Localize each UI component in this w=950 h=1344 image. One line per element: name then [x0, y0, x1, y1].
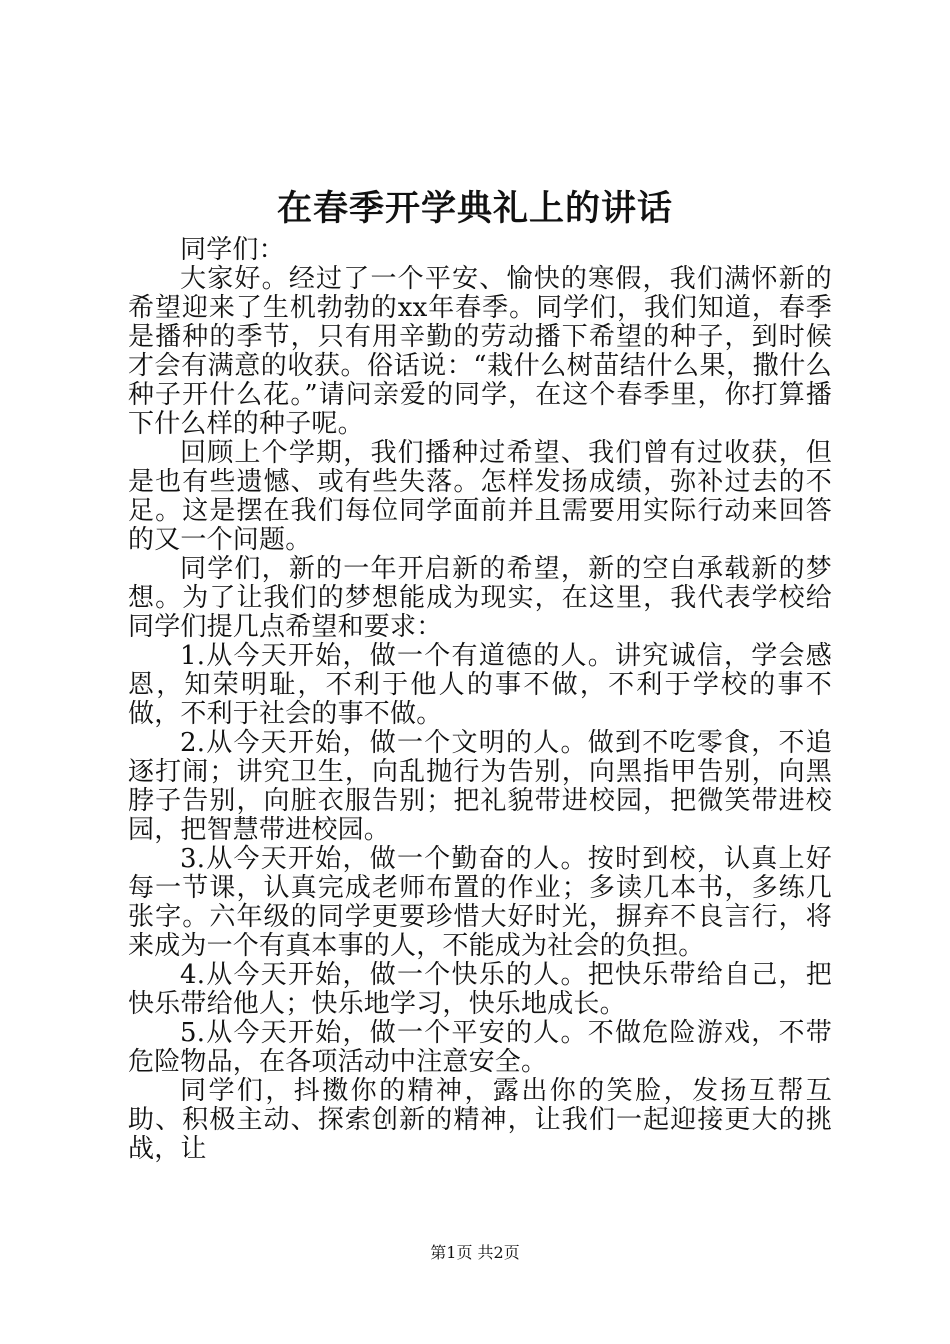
document-body [128, 236, 832, 1164]
page-number-footer: 第1页 共2页 [430, 1243, 520, 1262]
body-paragraph: 同学们，新的一年开启新的希望，新的空白承载新的梦想。为了让我们的梦想能成为现实，在这里，我代表学校给同学们提几点希望和要求： [128, 554, 832, 642]
list-item-paragraph: 1.从今天开始，做一个有道德的人。讲究诚信，学会感恩，知荣明耻，不利于他人的事不做，不利于学校的事不做，不利于社会的事不做。 [128, 641, 832, 729]
body-paragraph: 大家好。经过了一个平安、愉快的寒假，我们满怀新的希望迎来了生机勃勃的xx年春季。同学们，我们知道，春季是播种的季节，只有用辛勤的劳动播下希望的种子，到时候才会有满意的收获。俗话说：“栽什么树苗结什么果，撒什么种子开什么花。”请问亲爱的同学，在这个春季里，你打算播下什么样的种子呢。 [128, 264, 832, 439]
document-title: 在春季开学典礼上的讲话 [276, 188, 673, 229]
list-item-paragraph: 2.从今天开始，做一个文明的人。做到不吃零食，不追逐打闹；讲究卫生，向乱抛行为告别，向黑指甲告别，向黑脖子告别，向脏衣服告别；把礼貌带进校园，把微笑带进校园，把智慧带进校园。 [128, 728, 832, 845]
salutation-paragraph: 同学们： [180, 235, 285, 265]
list-item-paragraph: 4.从今天开始，做一个快乐的人。把快乐带给自己，把快乐带给他人；快乐地学习，快乐地成长。 [128, 960, 832, 1019]
body-paragraph: 回顾上个学期，我们播种过希望、我们曾有过收获，但是也有些遗憾、或有些失落。怎样发扬成绩，弥补过去的不足。这是摆在我们每位同学面前并且需要用实际行动来回答的又一个问题。 [128, 438, 832, 555]
list-item-paragraph: 3.从今天开始，做一个勤奋的人。按时到校，认真上好每一节课，认真完成老师布置的作业；多读几本书，多练几张字。六年级的同学更要珍惜大好时光，摒弃不良言行，将来成为一个有真本事的人，不能成为社会的负担。 [128, 844, 832, 961]
body-paragraph: 同学们，抖擞你的精神，露出你的笑脸，发扬互帮互助、积极主动、探索创新的精神，让我们一起迎接更大的挑战，让 [128, 1076, 832, 1164]
list-item-paragraph: 5.从今天开始，做一个平安的人。不做危险游戏，不带危险物品，在各项活动中注意安全。 [128, 1018, 832, 1077]
